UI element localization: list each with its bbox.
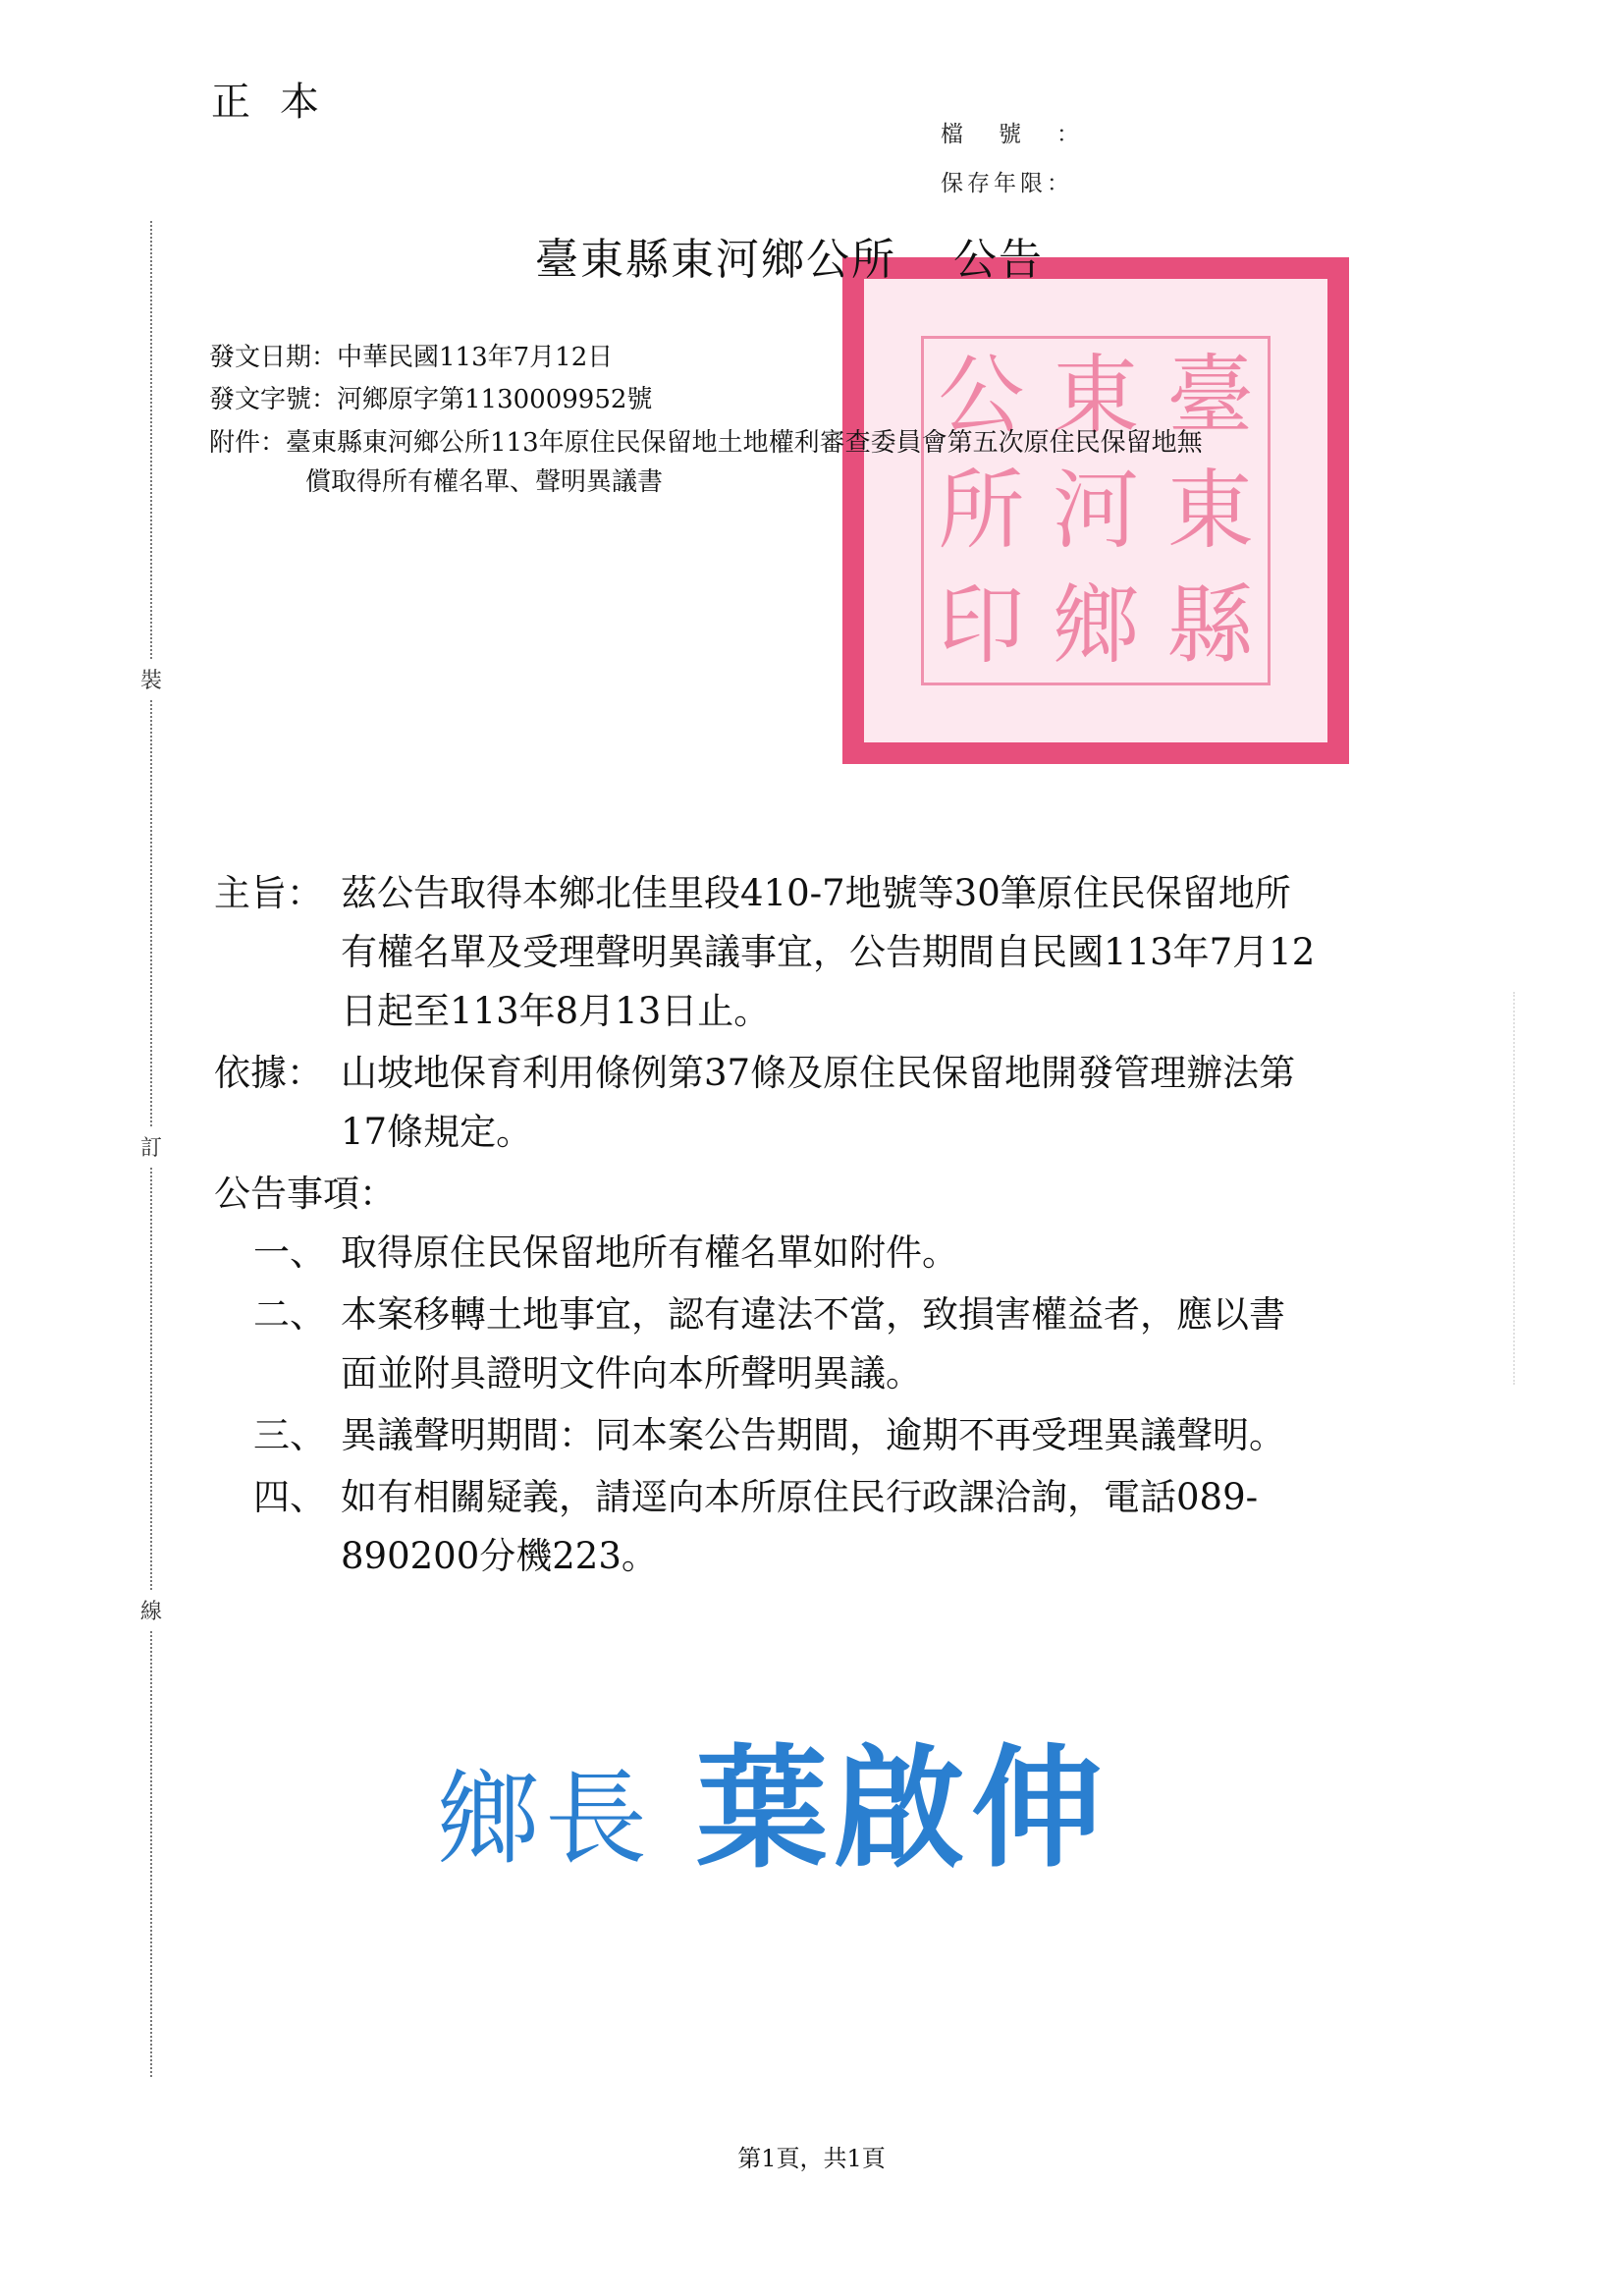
official-seal <box>842 257 1349 764</box>
item-label: 三、 <box>253 1414 326 1456</box>
subject-line: 茲公告取得本鄉北佳里段410-7地號等30筆原住民保留地所 <box>341 872 1291 914</box>
subject-label: 主旨： <box>214 872 323 914</box>
seal-char: 公 <box>938 345 1025 447</box>
item-label: 二、 <box>253 1293 326 1336</box>
binding-mark-zhuang: 裝 <box>140 660 162 698</box>
item-line: 如有相關疑義，請逕向本所原住民行政課洽詢，電話089- <box>341 1476 1259 1518</box>
binding-mark-xian: 線 <box>140 1591 162 1629</box>
seal-char: 印 <box>938 574 1025 676</box>
seal-char: 河 <box>1053 459 1140 561</box>
attachment-line: 附件：臺東縣東河鄉公所113年原住民保留地土地權利審查委員會第五次原住民保留地無 <box>209 428 1203 458</box>
copy-mark: 正本 <box>211 80 349 125</box>
signature-stamp <box>437 1704 1109 1892</box>
basis-line: 山坡地保育利用條例第37條及原住民保留地開發管理辦法第 <box>341 1052 1296 1094</box>
signer-name: 葉啟伸 <box>696 1732 1109 1886</box>
seal-char: 臺 <box>1166 345 1254 447</box>
item-line: 面並附具證明文件向本所聲明異議。 <box>341 1352 922 1394</box>
agency-name: 臺東縣東河鄉公所 <box>535 235 896 285</box>
document-type: 公告 <box>953 235 1044 285</box>
basis-label: 依據： <box>214 1052 323 1094</box>
file-number-label: 檔號： <box>941 122 1114 147</box>
item-line: 異議聲明期間：同本案公告期間，逾期不再受理異議聲明。 <box>341 1414 1285 1456</box>
seal-char: 所 <box>938 459 1025 561</box>
issue-date: 發文日期：中華民國113年7月12日 <box>209 343 614 372</box>
item-label: 一、 <box>253 1231 326 1274</box>
page-number: 第1頁，共1頁 <box>737 2145 886 2172</box>
item-line: 本案移轉土地事宜，認有違法不當，致損害權益者，應以書 <box>341 1293 1285 1336</box>
scan-artifact <box>1513 992 1554 1385</box>
subject-line: 有權名單及受理聲明異議事宜，公告期間自民國113年7月12 <box>341 931 1316 973</box>
basis-line: 17條規定。 <box>341 1111 533 1153</box>
signer-title: 鄉長 <box>437 1759 654 1879</box>
attachment-line-cont: 償取得所有權名單、聲明異議書 <box>305 467 664 497</box>
seal-char: 縣 <box>1166 574 1254 676</box>
seal-char: 東 <box>1166 459 1254 561</box>
issue-number: 發文字號：河鄉原字第1130009952號 <box>209 385 653 414</box>
binding-mark-ding: 訂 <box>140 1127 162 1166</box>
seal-characters <box>921 336 1271 685</box>
document-title <box>535 224 1044 287</box>
item-line: 取得原住民保留地所有權名單如附件。 <box>341 1231 958 1274</box>
item-label: 四、 <box>253 1476 326 1518</box>
seal-char: 鄉 <box>1053 574 1140 676</box>
item-line: 890200分機223。 <box>341 1535 658 1577</box>
seal-char: 東 <box>1053 345 1140 447</box>
retention-period-label: 保存年限： <box>941 171 1073 196</box>
subject-line: 日起至113年8月13日止。 <box>341 990 771 1032</box>
notice-heading: 公告事項： <box>214 1173 396 1215</box>
